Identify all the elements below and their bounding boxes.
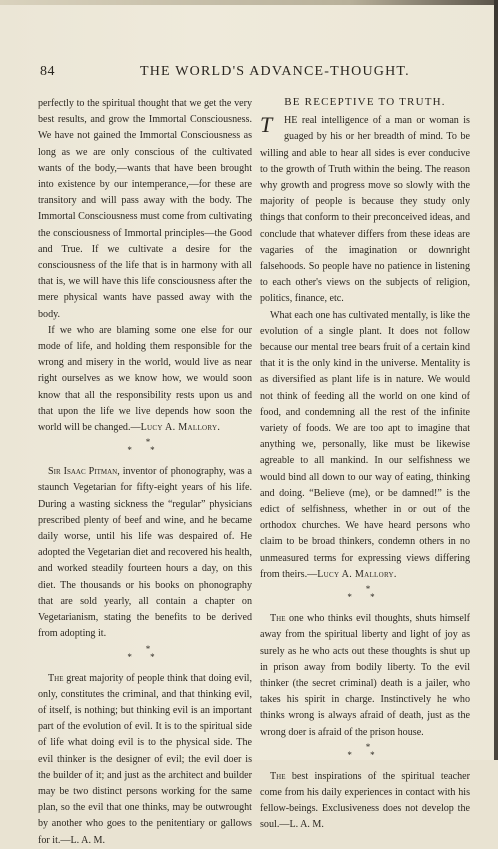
right-paragraph-1-text: HE real intelligence of a man or woman is guaged by his or her breadth of mind. To be willing and able to hear all sides is ever conducive to the growth of Truth within the being. The reason why growth and progress move so slowly with the majority of people is because they study only things that conform to their preconceived ideas, and conclude that whatever differs from these ideas are vagaries of the imagination or downright falsehoods. So people have no patience in listening to each other's views on the subjects of religion, politics, finance, etc. xyxy=(260,115,470,305)
star-pair-mark: * * xyxy=(347,592,383,603)
running-head-title: THE WORLD'S ADVANCE-THOUGHT. xyxy=(140,64,410,79)
star-mark: * xyxy=(365,741,371,752)
page-binding-edge xyxy=(494,0,498,760)
star-mark: * xyxy=(145,437,151,448)
right-paragraph-3 xyxy=(260,611,470,741)
section-title: BE RECEPTIVE TO TRUTH. xyxy=(284,96,446,108)
star-pair-mark: * * xyxy=(347,749,383,760)
right-paragraph-2-text: What each one has cultivated mentally, is like the evolution of a single plant. It does not follow because our mental tree bears fruit of a certain kind that it is the only kind in the universe. Mentality is as diversified as plant life is in nature. We would not think of feeding all the world on one kind of food, and condemning all the rest of the infinite variety of foods. We are too apt to imagine that anything we, personally, like must be likewise agreable to all mankind. In our selfishness we would bind all down to our way of eating, thinking and doing. “Believe (me), or be damned!” is the edict of selfishness, whether in or out of the orthodox churches. We have heard persons who claim to be broad thinkers, condemn others in no unmeasured terms for expressing views differing from theirs.— xyxy=(260,309,470,580)
left-paragraph-2-text: If we who are blaming some one else for our mode of life, and holding them responsible for the wrong and misery in the world, would live as near right ourselves as we know how, we would soon know that all the responsibility rests upon us and that upon the life we live depends how soon the world will be changed.— xyxy=(38,324,252,434)
page-number: 84 xyxy=(40,64,55,79)
star-pair-mark: * * xyxy=(127,651,163,662)
star-mark: * xyxy=(145,643,151,654)
left-paragraph-2 xyxy=(38,323,252,436)
right-paragraph-4-lead: The xyxy=(270,770,286,782)
left-paragraph-1: perfectly to the spiritual thought that we get the very best results, and grow the Immortal Consciousness. We have not gained the Immortal Consciousness as long as we are only conscious of the cultivated wants of the body,—wants that have been brought into existence by our intemperance,—for these are transitory and will pass away with the body. The Immortal Consciousness must come from cultivating the consciousness of Immortal principles—the Good and True. If we cultivate a desire for the consciousness of the life that is in harmony with all that is, we will have this life consciousness after the mere physical wants have passed away with the body. xyxy=(38,98,252,320)
drop-cap: T xyxy=(260,112,273,138)
left-paragraph-3 xyxy=(38,464,252,642)
star-pair-mark: * * xyxy=(127,445,163,456)
star-mark: * xyxy=(365,584,371,595)
left-column xyxy=(38,96,252,849)
right-paragraph-4 xyxy=(260,769,470,834)
left-paragraph-4-lead: The xyxy=(48,672,64,684)
right-paragraph-4-text: best inspirations of the spiritual teacher come from his daily experiences in contact with his fellow-beings. Exclusiveness does not develop the soul.—L. A. M. xyxy=(260,770,470,831)
left-paragraph-2-signature: Lucy A. Mallory. xyxy=(140,422,221,434)
right-column xyxy=(260,96,470,834)
page-top-edge xyxy=(0,0,498,5)
ornament-stars-1 xyxy=(38,438,252,454)
left-paragraph-4-text: great majority of people think that doing evil, only, constitutes the criminal, and that thinking evil, of itself, is nothing; but thinking evil is an important part of the evolution of evil. It is to the spiritual side of life what doing evil is to the physical side. The evil thinker is the designer of evil; the evil doer is the builder of it; and just as the architect and builder may be two distinct persons working for the same plan, so the evil that one thinks, may be outwrought by another who goes to the penitentiary or gallows for it.—L. A. M. xyxy=(38,672,252,846)
right-paragraph-3-lead: The xyxy=(270,613,286,625)
left-paragraph-3-lead: Sir Isaac Pitman xyxy=(48,466,118,478)
right-paragraph-2-signature: Lucy A. Mallory. xyxy=(317,568,397,580)
right-paragraph-3-text: one who thinks evil thoughts, shuts himself away from the spiritual liberty and light of joy as surely as he who acts out these thoughts is shut up in prison away from bodily liberty. To the evil thinker (the secret criminal) death is a jailer, who takes his spirit in charge. Instinctively he who thinks wrong is always afraid of death, just as the wrong doer is afraid of the prison house. xyxy=(260,613,470,738)
ornament-stars-4 xyxy=(260,743,470,759)
ornament-stars-2 xyxy=(38,645,252,661)
left-paragraph-3-text: , inventor of phonography, was a staunch Vegetarian for fifty-eight years of his life. During a wasting sickness the “regular” physicians prescribed plenty of beef and wine, and he became daily worse, until his life was despaired of. He adopted the Vegetarian diet and recovered his health, and worked steadily fourteen hours a day, on this diet. The thousands or his books on phonography that are sold yearly, all contain a chapter on Vegetarianism, stating the benefits to be derived from adopting it. xyxy=(38,466,253,640)
right-paragraph-2 xyxy=(260,308,470,583)
right-paragraph-1 xyxy=(260,113,470,307)
ornament-stars-3 xyxy=(260,585,470,601)
